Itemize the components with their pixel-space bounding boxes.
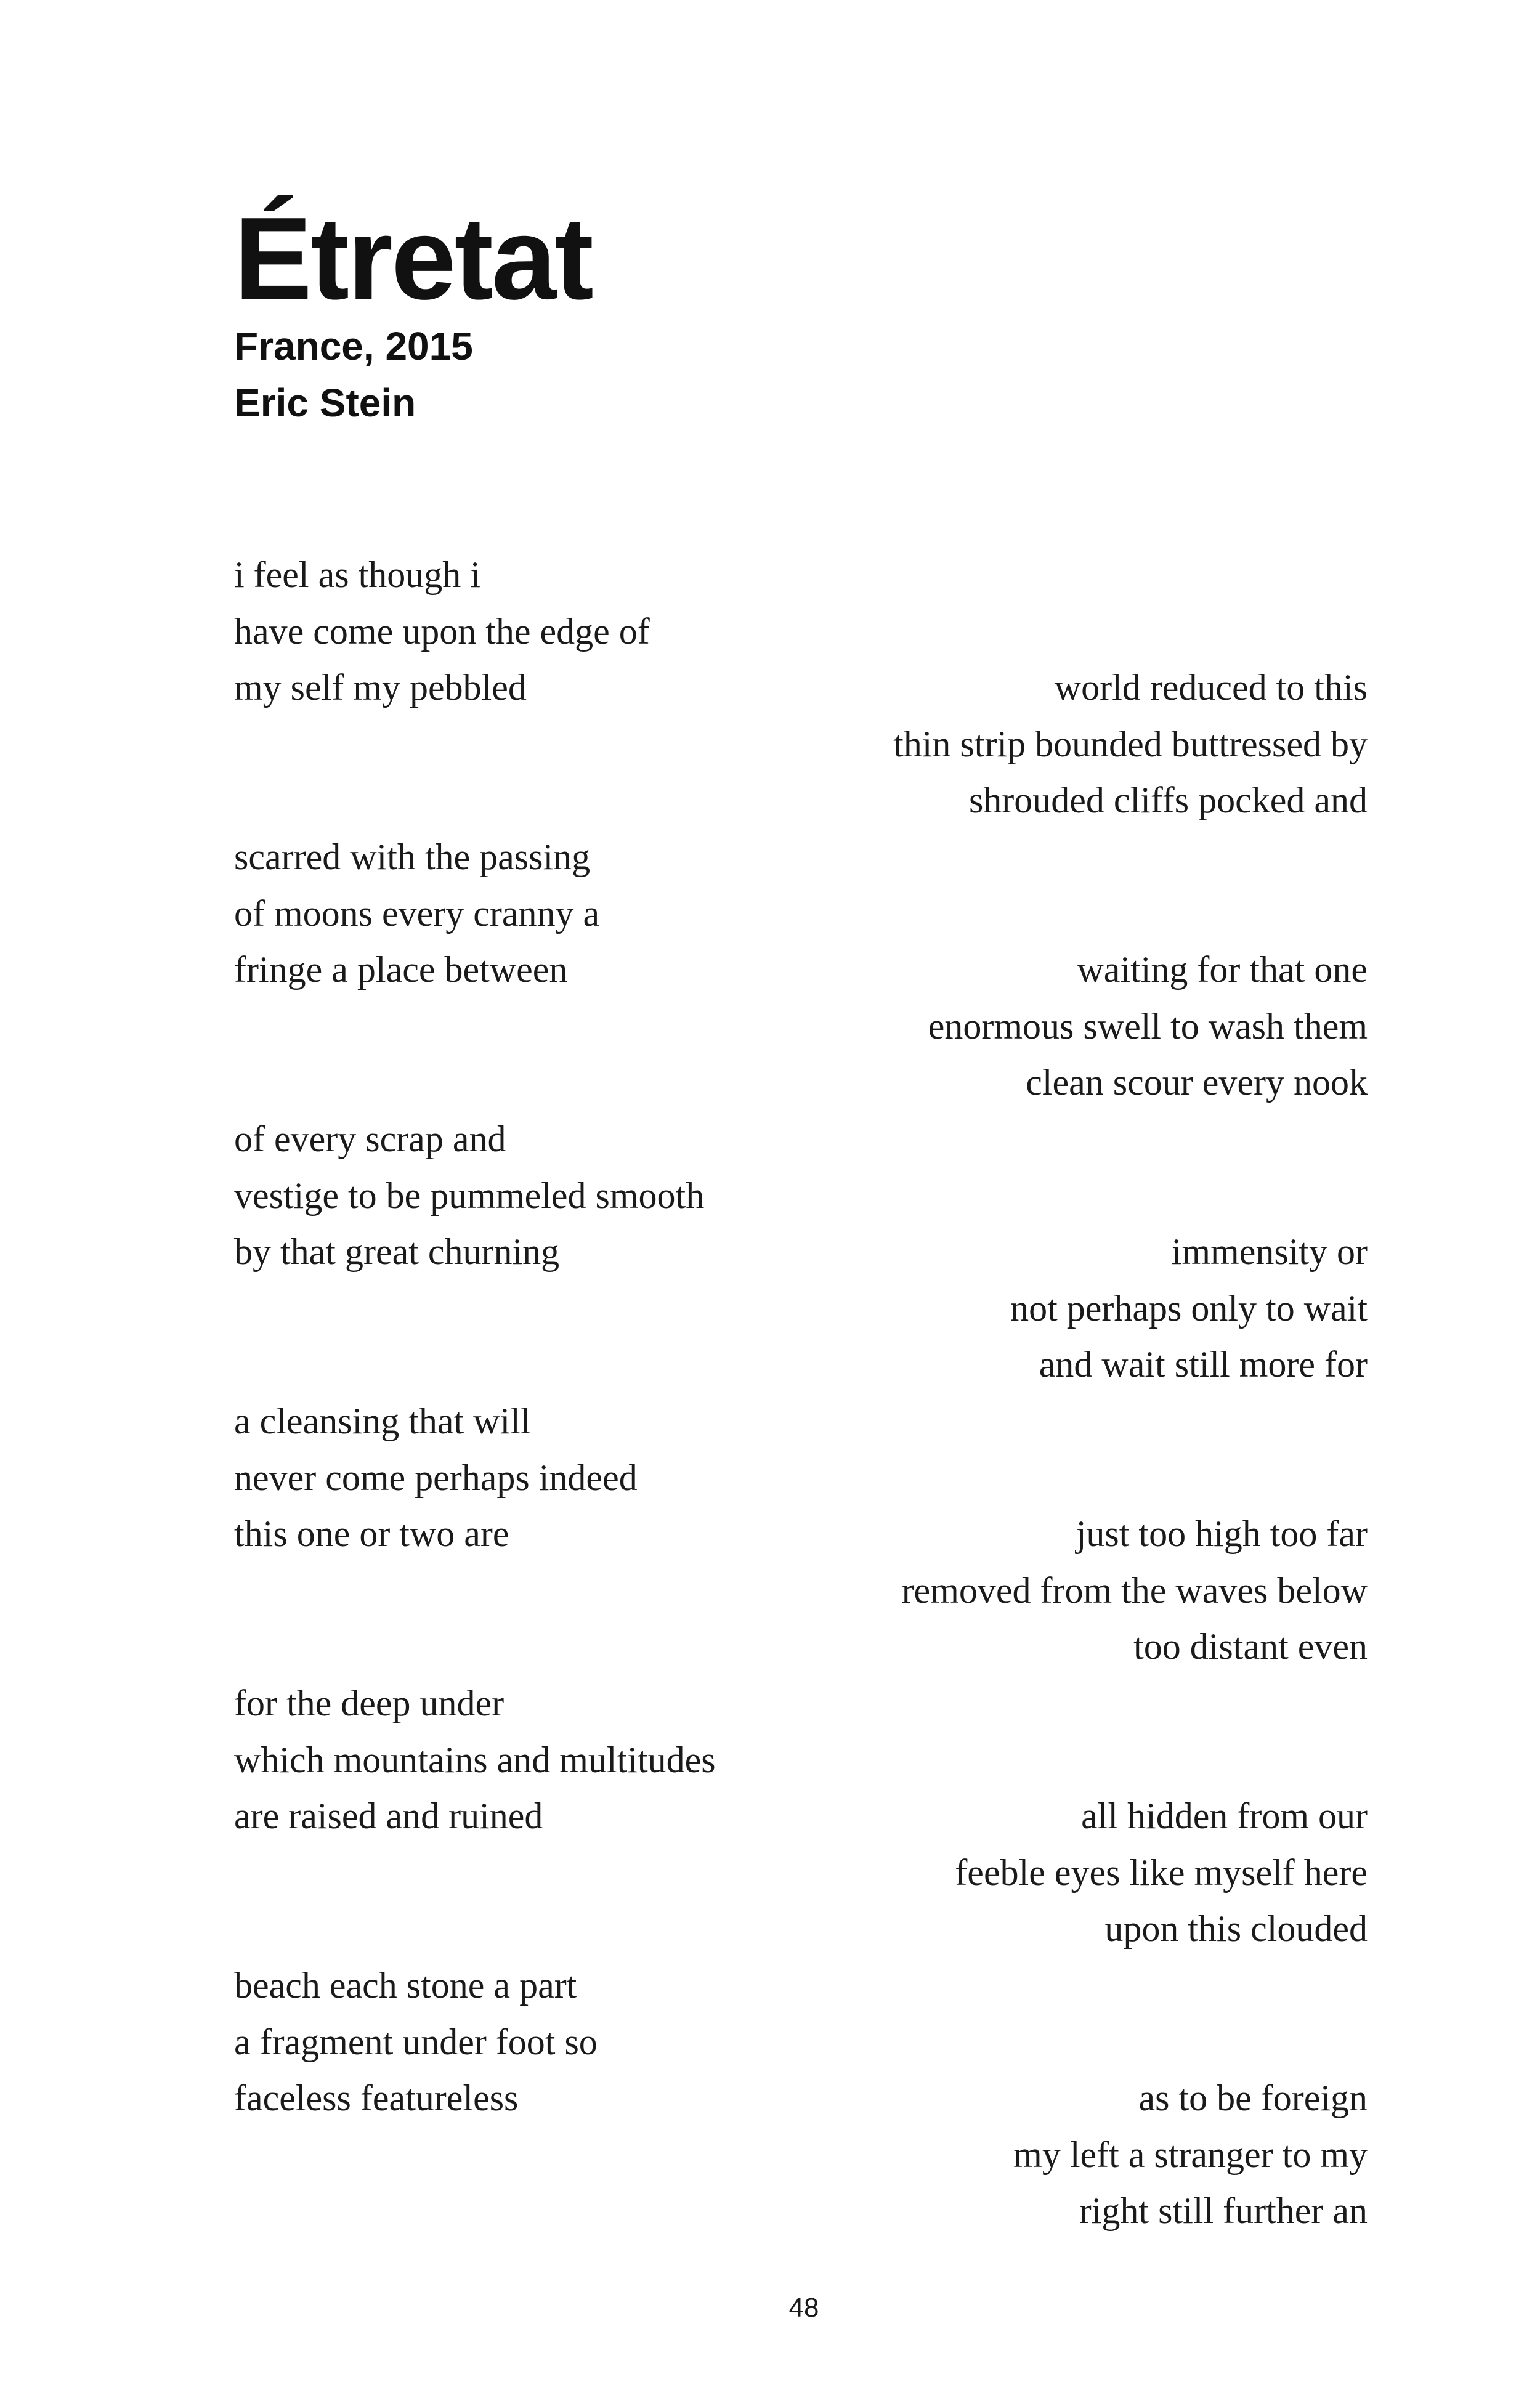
poem-line: a fragment under foot so [234, 2021, 598, 2062]
poem-line: clean scour every nook [1026, 1062, 1368, 1103]
poem-line: i feel as though i [234, 554, 480, 595]
right-stanza-1 [893, 660, 1368, 829]
poem-line: my left a stranger to my [1013, 2134, 1368, 2175]
poem-line: by that great churning [234, 1231, 560, 1272]
left-stanza-1 [234, 547, 650, 716]
poem-line: this one or two are [234, 1513, 509, 1554]
poem-line: too distant even [1133, 1626, 1368, 1667]
poem-line: for the deep under [234, 1683, 505, 1723]
right-stanza-6 [1013, 2070, 1368, 2240]
left-stanza-2 [234, 829, 599, 998]
poem-line: a cleansing that will [234, 1401, 531, 1441]
poem-line: have come upon the edge of [234, 610, 650, 652]
author-name: Eric Stein [234, 381, 416, 425]
place-year: France, 2015 [234, 324, 473, 368]
poem-line: of every scrap and [234, 1119, 506, 1159]
poem-line: are raised and ruined [234, 1796, 543, 1836]
poem-line: enormous swell to wash them [928, 1005, 1368, 1047]
right-stanza-3 [1010, 1224, 1368, 1393]
right-stanza-2 [928, 942, 1368, 1111]
poem-line: immensity or [1171, 1231, 1368, 1272]
poem-line: removed from the waves below [901, 1570, 1368, 1611]
poem-line: which mountains and multitudes [234, 1739, 716, 1780]
left-stanza-3 [234, 1111, 704, 1281]
right-stanza-5 [955, 1788, 1368, 1958]
left-stanza-4 [234, 1393, 638, 1563]
left-stanza-5 [234, 1675, 716, 1845]
poem-line: scarred with the passing [234, 836, 591, 877]
poem-line: not perhaps only to wait [1010, 1287, 1368, 1329]
poem-line: beach each stone a part [234, 1965, 577, 2006]
poem-line: faceless featureless [234, 2078, 519, 2118]
poem-line: thin strip bounded buttressed by [893, 723, 1368, 764]
poem-line: vestige to be pummeled smooth [234, 1175, 705, 1216]
poem-line: just too high too far [1076, 1513, 1368, 1554]
page-number: 48 [788, 2293, 819, 2323]
right-stanza-4 [902, 1506, 1368, 1675]
poem-line: all hidden from our [1081, 1796, 1368, 1836]
poem-line: upon this clouded [1104, 1908, 1368, 1949]
poem-line: never come perhaps indeed [234, 1457, 638, 1498]
poem-line: as to be foreign [1138, 2078, 1368, 2118]
poem-line: feeble eyes like myself here [955, 1852, 1368, 1893]
poem-line: of moons every cranny a [234, 893, 600, 934]
poem-line: right still further an [1079, 2190, 1368, 2231]
poem-line: my self my pebbled [234, 667, 527, 708]
poem-line: world reduced to this [1054, 667, 1368, 708]
poem-title: Étretat [234, 193, 592, 324]
left-stanza-6 [234, 1958, 598, 2127]
poem-line: shrouded cliffs pocked and [968, 780, 1368, 820]
poem-line: waiting for that one [1077, 949, 1368, 990]
poem-line: and wait still more for [1039, 1344, 1368, 1385]
poem-line: fringe a place between [234, 949, 568, 990]
